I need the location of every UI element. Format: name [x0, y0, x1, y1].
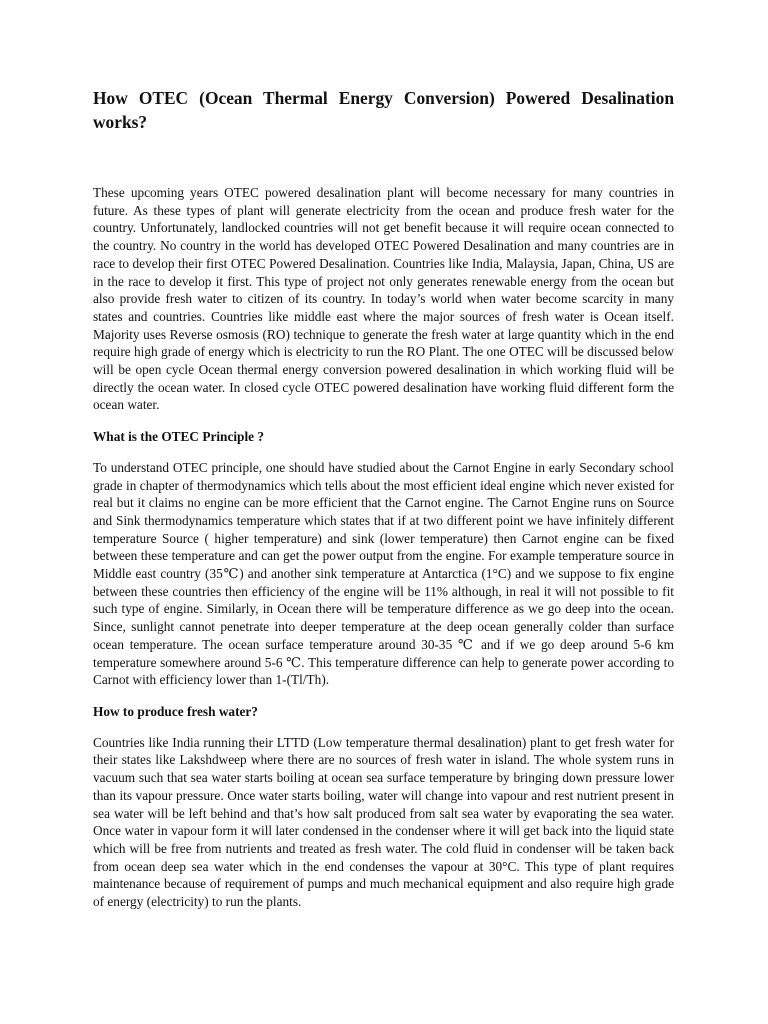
- section-heading-otec-principle: What is the OTEC Principle ?: [93, 429, 265, 445]
- document-title: How OTEC (Ocean Thermal Energy Conversion) Powered Desalination works?: [93, 88, 674, 132]
- fresh-water-paragraph: Countries like India running their LTTD (Low temperature thermal desalination) plant to get fresh water for their states like Lakshdweep where there are no sources of fresh water in island. The whole system runs in vacuum such that sea water starts boiling at ocean sea surface temperature by bringing down pressure lower than its vapour pressure. Once water starts boiling, water will change into vapour and rest nutrient present in sea water will be left behind and that’s how salt produced from salt sea water by evaporating the sea water. Once water in vapour form it will later condensed in the condenser where it will get back into the liquid state which will be free from nutrients and treated as fresh water. The cold fluid in condenser will be taken back from ocean deep sea water which in the end condenses the vapour at 30°C. This type of plant requires maintenance because of requirement of pumps and much mechanical equipment and also require high grade of energy (electricity) to run the plants.: [93, 734, 674, 910]
- document-page: [93, 86, 674, 925]
- intro-paragraph: These upcoming years OTEC powered desalination plant will become necessary for many countries in future. As these types of plant will generate electricity from the ocean and produce fresh water for the country. Unfortunately, landlocked countries will not get benefit because it will require ocean connected to the country. No country in the world has developed OTEC Powered Desalination and many countries are in race to develop their first OTEC Powered Desalination. Countries like India, Malaysia, Japan, China, US are in the race to develop it first. This type of project not only generates renewable energy from the ocean but also provide fresh water to citizen of its country. In today’s world when water become scarcity in many states and countries. Countries like middle east where the major sources of fresh water is Ocean itself. Majority uses Reverse osmosis (RO) technique to generate the fresh water at large quantity which in the end require high grade of energy which is electricity to run the RO Plant. The one OTEC will be discussed below will be open cycle Ocean thermal energy conversion powered desalination in which working fluid will be directly the ocean water. In closed cycle OTEC powered desalination have working fluid different form the ocean water.: [93, 185, 674, 413]
- otec-principle-paragraph: To understand OTEC principle, one should have studied about the Carnot Engine in early Secondary school grade in chapter of thermodynamics which tells about the most efficient ideal engine which never existed for real but it claims no engine can be more efficient that the Carnot engine. The Carnot Engine runs on Source and Sink thermodynamics temperature which states that if at two different point we have infinitely different temperature Source ( higher temperature) and sink (lower temperature) then Carnot engine can be fixed between these temperature and can get the power output from the engine. For example temperature source in Middle east country (35℃) and another sink temperature at Antarctica (1°C) and we suppose to fix engine between these countries then efficiency of the engine will be 11% although, in real it will not possible to fit such type of engine. Similarly, in Ocean there will be temperature difference as we go deep into the ocean. Since, sunlight cannot penetrate into deeper temperature at the deep ocean generally colder than surface ocean temperature. The ocean surface temperature around 30-35 ℃ and if we go deep around 5-6 km temperature somewhere around 5-6 ℃. This temperature difference can help to generate power according to Carnot with efficiency lower than 1-(Tl/Th).: [93, 459, 674, 688]
- section-heading-fresh-water: How to produce fresh water?: [93, 703, 258, 719]
